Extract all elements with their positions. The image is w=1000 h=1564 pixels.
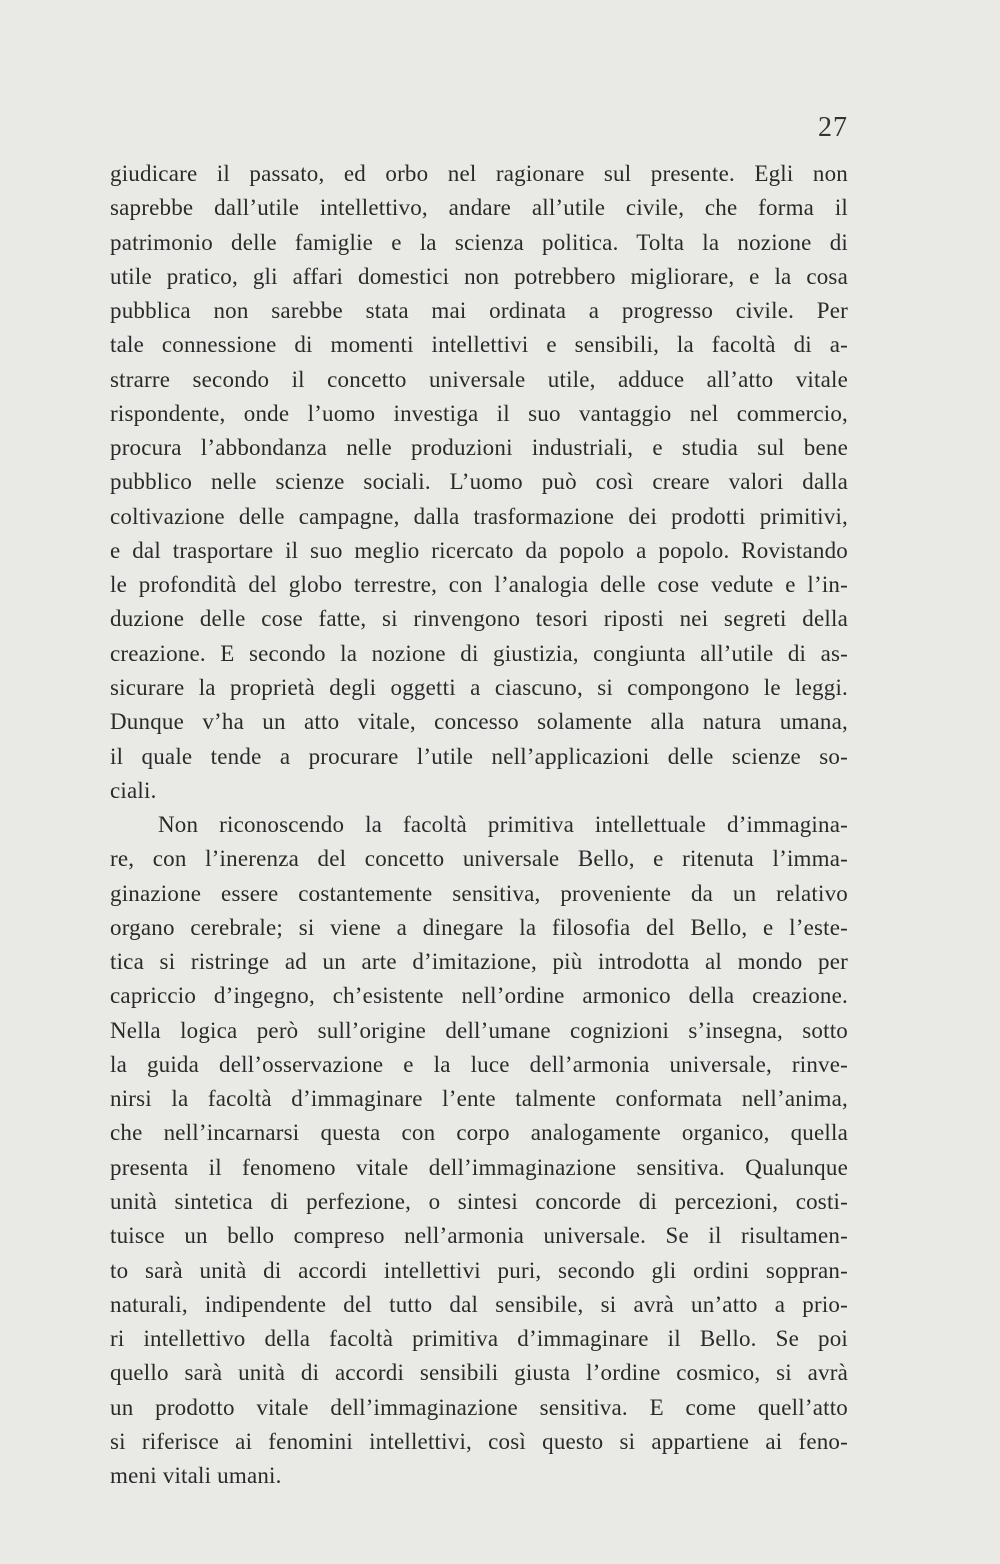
- text-line: che nell’incarnarsi questa con corpo analogamente organico, quella: [110, 1120, 848, 1146]
- text-line: saprebbe dall’utile intellettivo, andare all’utile civile, che forma il: [110, 195, 848, 221]
- paragraph: [110, 808, 848, 1493]
- text-line: presenta il fenomeno vitale dell’immaginazione sensitiva. Qualunque: [110, 1154, 848, 1180]
- text-line: procura l’abbondanza nelle produzioni industriali, e studia sul bene: [110, 435, 848, 461]
- body-text: [110, 157, 848, 1493]
- text-line: quello sarà unità di accordi sensibili giusta l’ordine cosmico, si avrà: [110, 1360, 848, 1386]
- text-line: e dal trasportare il suo meglio ricercato da popolo a popolo. Rovistando: [110, 537, 848, 563]
- text-line: ri intellettivo della facoltà primitiva d’immaginare il Bello. Se poi: [110, 1326, 848, 1352]
- text-line: re, con l’inerenza del concetto universale Bello, e ritenuta l’imma-: [110, 846, 848, 872]
- text-line: duzione delle cose fatte, si rinvengono tesori riposti nei segreti della: [110, 606, 848, 632]
- text-line: rispondente, onde l’uomo investiga il suo vantaggio nel commercio,: [110, 400, 848, 426]
- text-line: Non riconoscendo la facoltà primitiva intellettuale d’immagina-: [158, 812, 848, 838]
- text-line: tica si ristringe ad un arte d’imitazione, più introdotta al mondo per: [110, 949, 848, 975]
- text-line: unità sintetica di perfezione, o sintesi concorde di percezioni, costi-: [110, 1188, 848, 1214]
- text-line: strarre secondo il concetto universale utile, adduce all’atto vitale: [110, 366, 848, 392]
- text-line: capriccio d’ingegno, ch’esistente nell’ordine armonico della creazione.: [110, 983, 848, 1009]
- text-line: coltivazione delle campagne, dalla trasformazione dei prodotti primitivi,: [110, 503, 848, 529]
- paragraph: [110, 157, 848, 808]
- text-line: le profondità del globo terrestre, con l’analogia delle cose vedute e l’in-: [110, 572, 848, 598]
- text-line: organo cerebrale; si viene a dinegare la filosofia del Bello, e l’este-: [110, 914, 848, 940]
- text-line: creazione. E secondo la nozione di giustizia, congiunta all’utile di as-: [110, 640, 848, 666]
- text-line: meni vitali umani.: [110, 1463, 282, 1489]
- text-line: tale connessione di momenti intellettivi e sensibili, la facoltà di a-: [110, 332, 848, 358]
- text-line: il quale tende a procurare l’utile nell’applicazioni delle scienze so-: [110, 743, 848, 769]
- text-line: utile pratico, gli affari domestici non potrebbero migliorare, e la cosa: [110, 263, 848, 289]
- text-line: Dunque v’ha un atto vitale, concesso solamente alla natura umana,: [110, 709, 848, 735]
- text-line: Nella logica però sull’origine dell’umane cognizioni s’insegna, sotto: [110, 1017, 848, 1043]
- text-line: giudicare il passato, ed orbo nel ragionare sul presente. Egli non: [110, 161, 848, 186]
- text-line: la guida dell’osservazione e la luce dell’armonia universale, rinve-: [110, 1051, 848, 1077]
- text-line: un prodotto vitale dell’immaginazione sensitiva. E come quell’atto: [110, 1394, 848, 1420]
- text-line: nirsi la facoltà d’immaginare l’ente talmente conformata nell’anima,: [110, 1086, 848, 1112]
- text-line: pubblico nelle scienze sociali. L’uomo può così creare valori dalla: [110, 469, 848, 495]
- text-line: si riferisce ai fenomini intellettivi, così questo si appartiene ai feno-: [110, 1428, 848, 1454]
- text-line: to sarà unità di accordi intellettivi puri, secondo gli ordini soppran-: [110, 1257, 848, 1283]
- text-line: pubblica non sarebbe stata mai ordinata a progresso civile. Per: [110, 298, 848, 324]
- text-line: naturali, indipendente del tutto dal sensibile, si avrà un’atto a prio-: [110, 1291, 848, 1317]
- text-line: ginazione essere costantemente sensitiva, proveniente da un relativo: [110, 880, 848, 906]
- text-line: ciali.: [110, 777, 157, 803]
- text-line: sicurare la proprietà degli oggetti a ciascuno, si compongono le leggi.: [110, 674, 848, 700]
- text-line: patrimonio delle famiglie e la scienza politica. Tolta la nozione di: [110, 229, 848, 255]
- page-number: 27: [818, 112, 848, 143]
- text-line: tuisce un bello compreso nell’armonia universale. Se il risultamen-: [110, 1223, 848, 1249]
